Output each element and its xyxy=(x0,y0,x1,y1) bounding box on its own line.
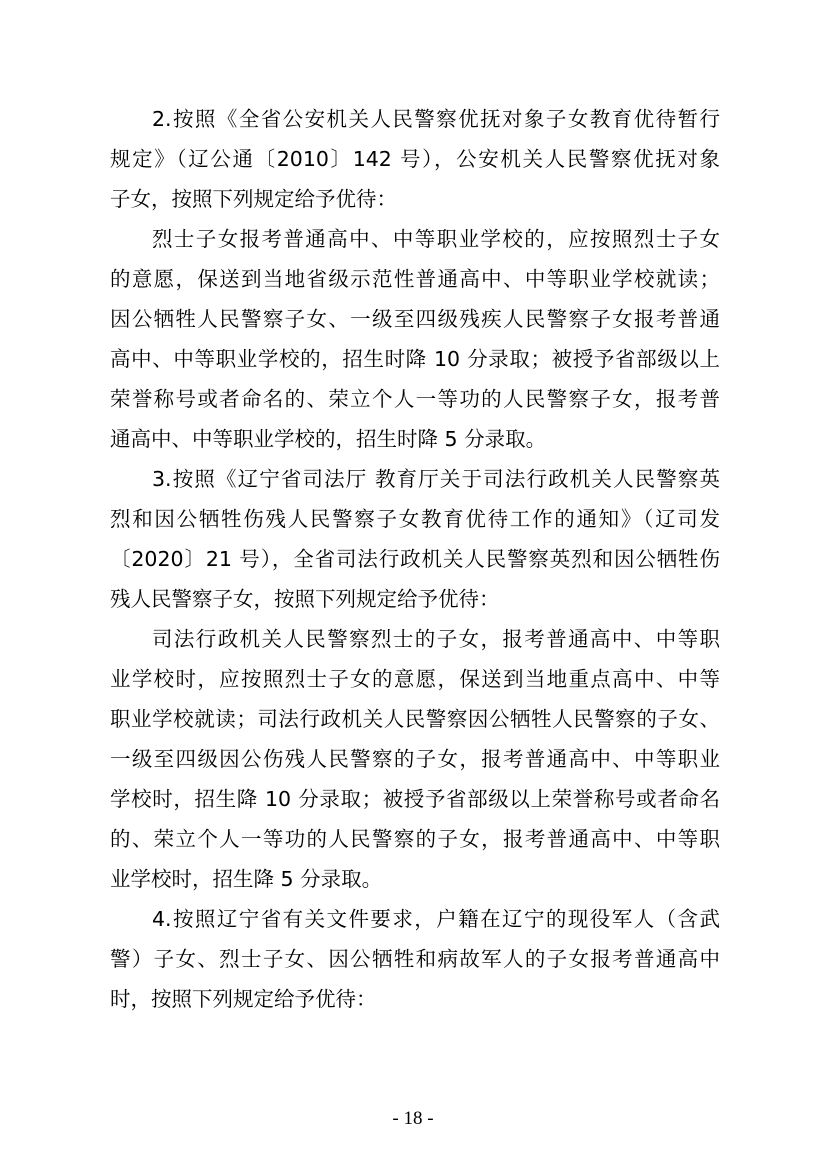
text-line: 业学校时，招生降 5 分录取。 xyxy=(110,867,383,891)
text-line: 规定》（辽公通〔2010〕142 号），公安机关人民警察优抚对象 xyxy=(110,147,720,171)
text-line: 荣誉称号或者命名的、荣立个人一等功的人民警察子女，报考普 xyxy=(110,387,720,411)
text-line: 因公牺牲人民警察子女、一级至四级残疾人民警察子女报考普通 xyxy=(110,307,720,331)
text-line: 通高中、中等职业学校的，招生时降 5 分录取。 xyxy=(110,427,547,451)
text-line: 一级至四级因公伤残人民警察的子女，报考普通高中、中等职业 xyxy=(110,747,720,771)
text-line: 4.按照辽宁省有关文件要求，户籍在辽宁的现役军人（含武 xyxy=(152,907,720,931)
text-line: 3.按照《辽宁省司法厅 教育厅关于司法行政机关人民警察英 xyxy=(152,467,720,491)
text-line: 2.按照《全省公安机关人民警察优抚对象子女教育优待暂行 xyxy=(152,107,720,131)
text-line: 时，按照下列规定给予优待： xyxy=(110,987,377,1011)
text-line: 子女，按照下列规定给予优待： xyxy=(110,187,397,211)
text-line: 学校时，招生降 10 分录取；被授予省部级以上荣誉称号或者命名 xyxy=(110,787,720,811)
text-line: 业学校时，应按照烈士子女的意愿，保送到当地重点高中、中等 xyxy=(110,667,720,691)
text-line: 的、荣立个人一等功的人民警察的子女，报考普通高中、中等职 xyxy=(110,827,720,851)
page-number: - 18 - xyxy=(392,1108,434,1129)
text-line: 烈士子女报考普通高中、中等职业学校的，应按照烈士子女 xyxy=(152,227,720,251)
text-line: 司法行政机关人民警察烈士的子女，报考普通高中、中等职 xyxy=(152,627,720,651)
text-line: 〔2020〕21 号），全省司法行政机关人民警察英烈和因公牺牲伤 xyxy=(110,547,720,571)
text-line: 职业学校就读；司法行政机关人民警察因公牺牲人民警察的子女、 xyxy=(110,707,720,731)
text-line: 的意愿，保送到当地省级示范性普通高中、中等职业学校就读； xyxy=(110,267,720,291)
text-line: 警）子女、烈士子女、因公牺牲和病故军人的子女报考普通高中 xyxy=(110,947,720,971)
text-line: 残人民警察子女，按照下列规定给予优待： xyxy=(110,587,500,611)
text-line: 高中、中等职业学校的，招生时降 10 分录取；被授予省部级以上 xyxy=(110,347,720,371)
text-line: 烈和因公牺牲伤残人民警察子女教育优待工作的通知》（辽司发 xyxy=(110,507,720,531)
document-body xyxy=(110,99,720,1019)
